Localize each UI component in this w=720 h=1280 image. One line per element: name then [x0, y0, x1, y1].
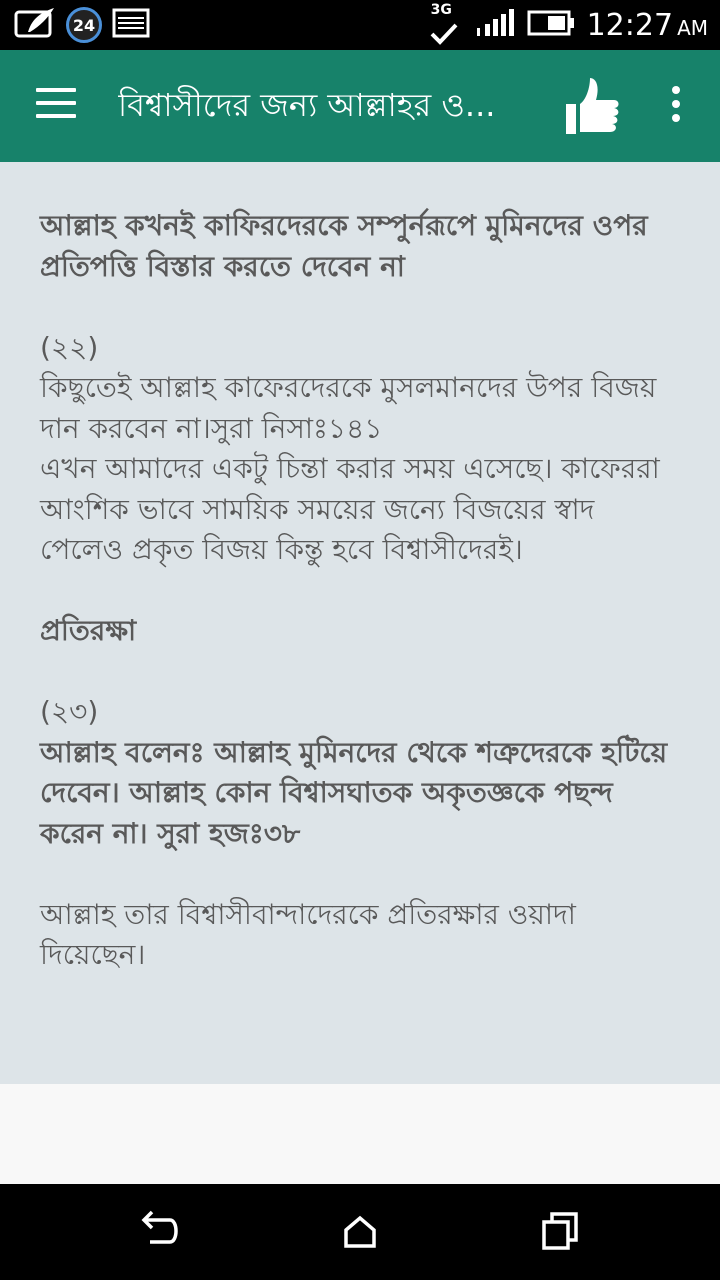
status-bar [0, 0, 720, 50]
paragraph-23: আল্লাহ তার বিশ্বাসীবান্দাদেরকে প্রতিরক্ষার ওয়াদা দিয়েছেন। [40, 897, 576, 971]
article-content [0, 162, 720, 1084]
paragraph-22: এখন আমাদের একটু চিন্তা করার সময় এসেছে। কাফেররা আংশিক ভাবে সাময়িক সময়ের জন্যে বিজয়ের স্বাদ পেলেও প্রকৃত বিজয় কিন্তু হবে বিশ্বাসীদেরই। [40, 452, 660, 566]
clock-time: 12:27 [586, 7, 674, 43]
network-type-label: 3G [430, 2, 452, 18]
recent-apps-icon[interactable] [534, 1206, 586, 1258]
thumbs-up-icon[interactable] [558, 74, 624, 140]
status-bar-right [429, 0, 708, 50]
verse-22-text: কিছুতেই আল্লাহ কাফেরদেরকে মুসলমানদের উপর বিজয় দান করবেন না।সুরা নিসাঃ১৪১ [40, 371, 657, 445]
status-clock [587, 8, 708, 43]
signal-strength-icon [475, 8, 515, 42]
status-bar-left [14, 6, 150, 44]
system-nav-bar [0, 1184, 720, 1280]
notification-count-badge: 24 [66, 7, 102, 43]
clock-ampm: AM [677, 15, 708, 40]
more-vert-icon[interactable] [664, 86, 688, 130]
page-title: বিশ্বাসীদের জন্য আল্লাহর ও... [118, 86, 496, 124]
app-toolbar [0, 50, 720, 162]
back-icon[interactable] [134, 1206, 186, 1258]
section-heading: প্রতিরক্ষা [40, 614, 137, 647]
feather-notification-icon [14, 6, 56, 44]
content-footer [0, 1084, 720, 1184]
article-body [40, 206, 680, 976]
verse-23-number: (২৩) [40, 695, 99, 728]
battery-icon [527, 9, 575, 41]
network-3g-icon [429, 2, 463, 48]
verse-22-number: (২২) [40, 330, 99, 364]
image-notification-icon [112, 8, 150, 42]
article-heading: আল্লাহ কখনই কাফিরদেরকে সম্পুর্নরূপে মুমিনদের ওপর প্রতিপত্তি বিস্তার করতে দেবেন না [40, 209, 648, 283]
verse-23-text: আল্লাহ বলেনঃ আল্লাহ মুমিনদের থেকে শত্রুদেরকে হটিয়ে দেবেন। আল্লাহ কোন বিশ্বাসঘাতক অকৃতজ্ঞকে পছন্দ করেন না। সুরা হজঃ৩৮ [40, 735, 668, 850]
menu-icon[interactable] [36, 88, 76, 122]
home-icon[interactable] [334, 1206, 386, 1258]
